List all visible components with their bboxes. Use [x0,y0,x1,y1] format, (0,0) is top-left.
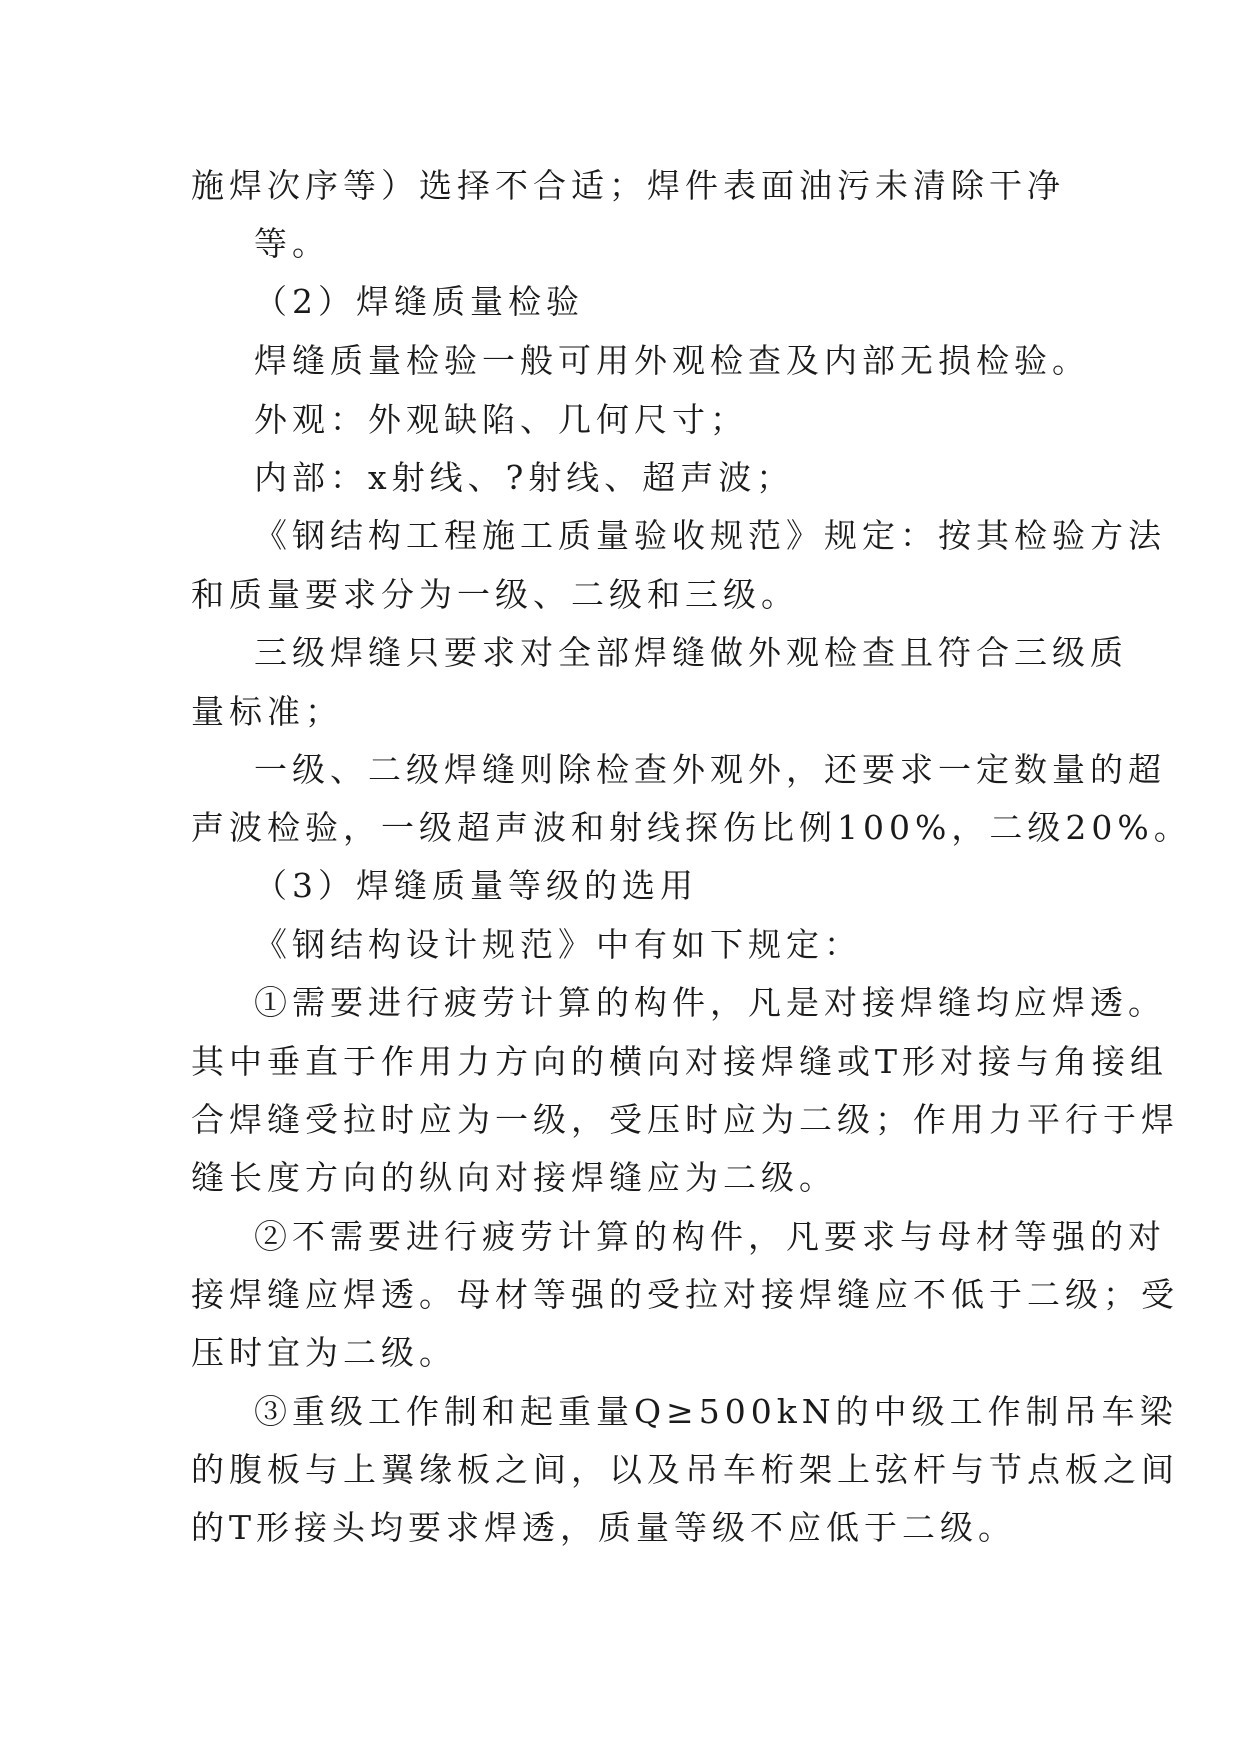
text-line: 内部：x射线、?射线、超声波； [254,458,795,497]
section-heading: （2）焊缝质量检验 [254,282,584,321]
text-line: 的腹板与上翼缘板之间，以及吊车桁架上弦杆与节点板之间 [191,1450,1179,1489]
text-line: 压时宜为二级。 [191,1333,457,1372]
text-line: 的T形接头均要求焊透，质量等级不应低于二级。 [191,1508,1017,1547]
text-line: 量标准； [191,692,343,731]
text-line: ③重级工作制和起重量Q≥500kN的中级工作制吊车梁 [254,1392,1178,1431]
text-line: 接焊缝应焊透。母材等强的受拉对接焊缝应不低于二级；受 [191,1275,1179,1314]
text-line: ①需要进行疲劳计算的构件，凡是对接焊缝均应焊透。 [254,983,1166,1022]
section-heading: （3）焊缝质量等级的选用 [254,866,698,905]
text-line: 一级、二级焊缝则除检查外观外，还要求一定数量的超 [254,750,1166,789]
text-line: 三级焊缝只要求对全部焊缝做外观检查且符合三级质 [254,633,1128,672]
text-line: 《钢结构工程施工质量验收规范》规定：按其检验方法 [254,516,1166,555]
text-line: 外观：外观缺陷、几何尺寸； [254,400,748,439]
text-line: 声波检验，一级超声波和射线探伤比例100%，二级20%。 [191,808,1192,847]
text-line: 焊缝质量检验一般可用外观检查及内部无损检验。 [254,341,1090,380]
text-line: 合焊缝受拉时应为一级，受压时应为二级；作用力平行于焊 [191,1100,1179,1139]
text-line: 《钢结构设计规范》中有如下规定： [254,925,862,964]
text-line: 其中垂直于作用力方向的横向对接焊缝或T形对接与角接组 [191,1042,1169,1081]
text-line: 缝长度方向的纵向对接焊缝应为二级。 [191,1158,837,1197]
text-line: 和质量要求分为一级、二级和三级。 [191,575,799,614]
text-line: 施焊次序等）选择不合适；焊件表面油污未清除干净 [191,166,1065,205]
text-line: 等。 [254,224,330,263]
text-line: ②不需要进行疲劳计算的构件，凡要求与母材等强的对 [254,1217,1166,1256]
